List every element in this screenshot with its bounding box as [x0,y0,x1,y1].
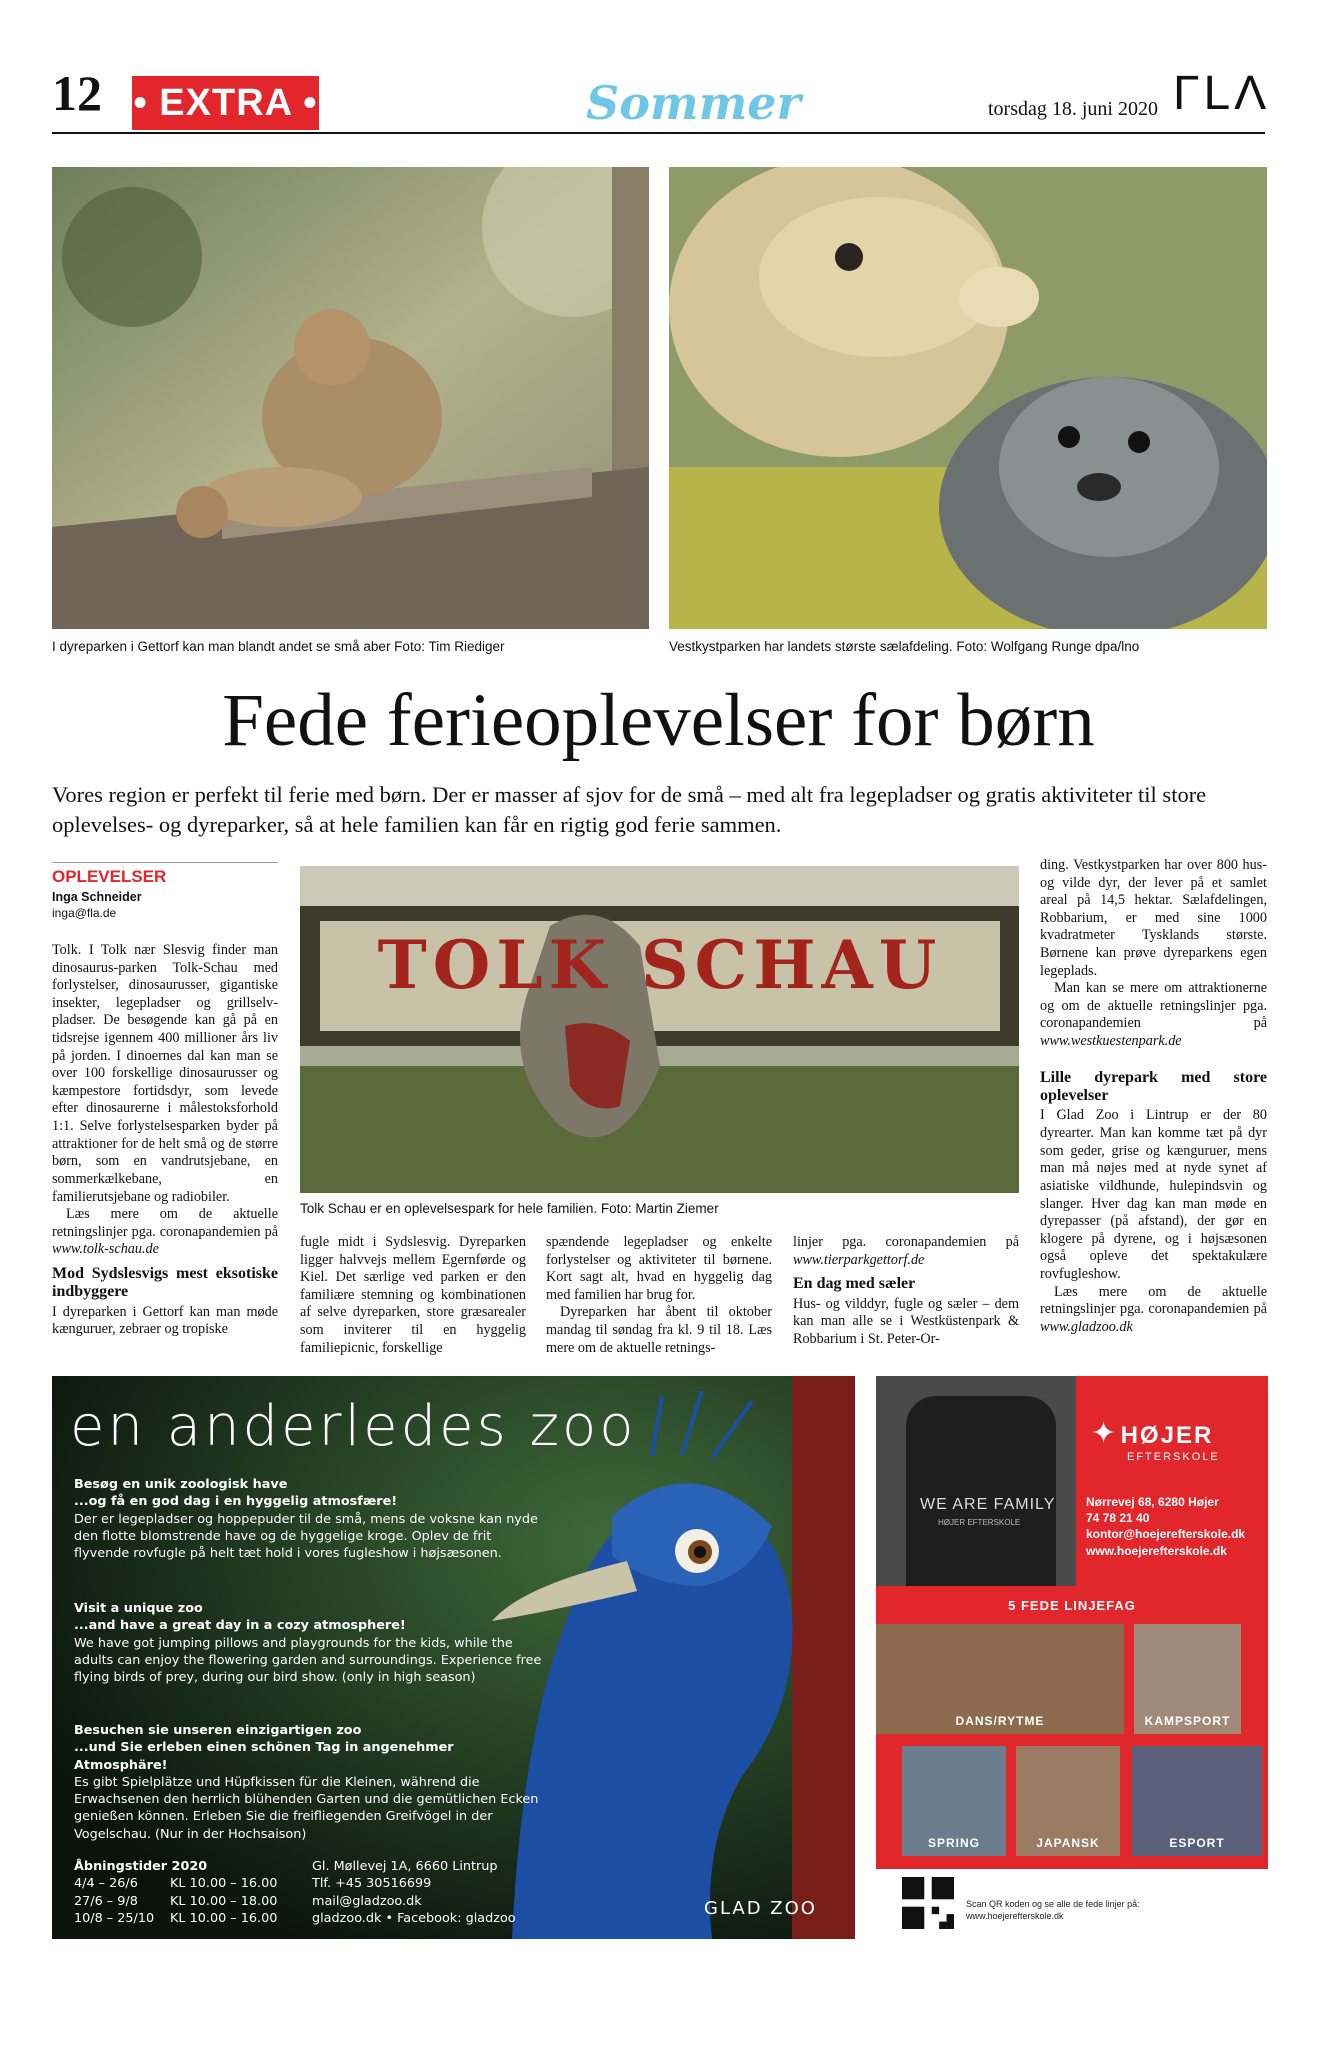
zoo-web[interactable]: gladzoo.dk • Facebook: gladzoo [312,1910,516,1926]
tile-kampsport[interactable] [1134,1624,1241,1734]
leaping-figure-icon: ✦ [1091,1417,1117,1450]
monkey-photo [52,167,649,629]
section-label: OPLEVELSER [52,867,167,886]
tile-label: ESPORT [1169,1836,1225,1850]
paragraph: spændende legepladser og enkelte forlystelser og aktiviteter til børnene. Kort sagt alt, hvad en hyggelig dag med familien har brug for. [546,1234,772,1303]
tile-spring[interactable] [902,1746,1006,1856]
paragraph: I Glad Zoo i Lintrup er der 80 dyrearter. Man kan komme tæt på dyr som geder, grise og kænguruer, mens man må nøjes med at nyde synet af asiatiske vildhunde, hulepindsvin og slanger. Hver dag kan man møde en dyrepasser (på afstand), der gør en klogere på dyrene, og i højsæsonen også opleve det spektakulære rovfugleshow. [1040,1107,1267,1282]
zoo-da-head: Besøg en unik zoologisk have [74,1477,288,1492]
zoo-en-sub: ...and have a great day in a cozy atmosphere! [74,1618,406,1634]
paragraph: I dyreparken i Gettorf kan man møde kænguruer, zebraer og tropiske [52,1303,278,1338]
tile-label: JAPANSK [1036,1836,1100,1850]
column-rule [52,862,278,863]
paragraph: Man kan se mere om attraktionerne og om de aktuelle retningslinjer pga. coronapandemien på [1040,980,1267,1032]
qr-code-icon[interactable] [902,1877,954,1929]
linjefag-banner: 5 FEDE LINJEFAG [1008,1598,1136,1613]
zoo-opening-hours [74,1858,304,1927]
paragraph: Læs mere om de aktuelle retningslinjer pga. coronapandemien på [1040,1283,1267,1318]
subheading: En dag med sæler [793,1275,916,1293]
seal-caption: Vestkystparken har landets største sælafdeling. Foto: Wolfgang Runge dpa/lno [669,639,1140,654]
tolk-schau-sign: TOLK SCHAU [377,926,943,1004]
qr-instructions [966,1899,1140,1922]
link-westkuestenpark[interactable]: www.westkuestenpark.de [1040,1033,1182,1050]
hojer-efterskole-ad[interactable] [876,1376,1268,1939]
paragraph: Læs mere om de aktuelle retningslinjer pga. coronapandemien på [52,1206,278,1240]
zoo-phone: Tlf. +45 30516699 [312,1876,432,1892]
glad-zoo-ad[interactable] [52,1376,855,1939]
qr-url[interactable]: www.hoejerefterskole.dk [966,1910,1064,1921]
article-column-3 [546,1234,772,1357]
hojer-phone: 74 78 21 40 [1086,1511,1150,1526]
tile-label: SPRING [927,1836,980,1850]
hojer-brand: HØJER [1120,1422,1214,1449]
zoo-da-body: Der er legepladser og hoppepuder til de små, mens de voksne kan nyde den flotte blomstrende have og de hyggelige kroge. Oplev de frit flyvende rovfugle på helt tæt hold i vores fugleshow i højsæsonen. [74,1511,538,1562]
zoo-german-block [74,1722,544,1843]
shirt-text: WE ARE FAMILY [920,1496,1056,1513]
tile-esport[interactable] [1132,1746,1262,1856]
tile-label: DANS/RYTME [955,1714,1045,1728]
hours-row: 27/6 – 9/8 KL 10.00 – 18.00 [74,1893,278,1909]
zoo-en-body: We have got jumping pillows and playgrounds for the kids, while the adults can enjoy the flowering garden and surroundings. Experience free flying birds of prey, during our bird show. (only in high season) [74,1635,542,1686]
article-lead: Vores region er perfekt til ferie med børn. Der er masser af sjov for de små – med alt fra legepladser og gratis aktiviteter til store oplevelses- og dyreparker, så at hele familien kan får en rigtig god ferie sammen. [52,782,1207,838]
shirt-photo [876,1376,1076,1586]
tile-dans-rytme[interactable] [876,1624,1124,1734]
header-rule [52,132,1265,134]
paragraph: Hus- og vilddyr, fugle og sæler – dem kan man alle se i Westküstenpark & Robbarium i St. Peter-Or- [793,1295,1019,1347]
hojer-web[interactable]: www.hoejerefterskole.dk [1086,1543,1227,1558]
tolk-schau-caption: Tolk Schau er en oplevelsespark for hele familien. Foto: Martin Ziemer [300,1201,719,1216]
shirt-small-text: HØJER EFTERSKOLE [938,1518,1021,1527]
zoo-contact [312,1858,552,1927]
glad-zoo-logo: GLAD ZOO [704,1898,817,1919]
subheading: Lille dyrepark med store oplevelser [1040,1068,1267,1105]
zoo-mail[interactable]: mail@gladzoo.dk [312,1893,422,1909]
logo-text: ΓLΛ [1173,67,1271,120]
zoo-en-head: Visit a unique zoo [74,1601,203,1616]
paragraph: Tolk. I Tolk nær Slesvig finder man dinosaurus-parken Tolk-Schau med forlystelser, dinosaurusser, gigantiske insekter, legepladser og grillselv-pladser. De besøgende kan gå på en tidsrejse igennem 400 millioner års liv på jorden. I dinoernes dal kan man se over 100 forskellige dinosaurusser og kæmpestore fortidsdyr, som levede efter dinosaurerne i målestoksforhold 1:1. Selve forlystelsesparken byder på attraktioner for de helt små og de større børn, som en vandrutsjebane, en sommerkælkebane, en familierutsjebane og radiobiler. [52,942,278,1205]
paragraph: ding. Vestkystparken har over 800 hus- og vilde dyr, der lever på et samlet areal på 14,5 hektar. Sælafdelingen, Robbarium, er med sine 1000 kvadratmeter Tysklands største. Børnene kan prøve dyreparkens egen legeplads. [1040,857,1267,979]
paragraph: linjer pga. coronapandemien på [793,1234,1019,1250]
article-column-1 [52,942,278,1339]
hojer-email[interactable]: kontor@hoejerefterskole.dk [1086,1527,1246,1542]
zoo-de-head: Besuchen sie unseren einzigartigen zoo [74,1723,362,1738]
hojer-contact [1086,1494,1245,1559]
hours-row: 10/8 – 25/10 KL 10.00 – 16.00 [74,1910,278,1926]
tolk-schau-photo [300,866,1019,1193]
newspaper-logo [1173,67,1271,120]
zoo-hours-title: Åbningstider 2020 [74,1859,208,1874]
link-tierpark-gettorf[interactable]: www.tierparkgettorf.de [793,1251,925,1268]
qr-strip [876,1869,1268,1939]
hours-row: 4/4 – 26/6 KL 10.00 – 16.00 [74,1876,278,1892]
link-gladzoo[interactable]: www.gladzoo.dk [1040,1318,1133,1335]
article-column-5 [1040,857,1267,1336]
seal-photo [669,167,1267,629]
zoo-danish-block [74,1476,544,1562]
section-tag: • EXTRA • [132,76,319,130]
author-email[interactable]: inga@fla.de [52,906,117,920]
zoo-english-block [74,1600,544,1686]
article-column-4 [793,1234,1019,1348]
zoo-ad-title: en anderledes zoo [70,1394,637,1459]
tile-japansk[interactable] [1016,1746,1120,1856]
issue-date: torsdag 18. juni 2020 [988,98,1158,120]
zoo-de-body: Es gibt Spielplätze und Hüpfkissen für die Kleinen, während die Erwachsenen den herrlich blühenden Garten und die gemütlichen Ecken genießen können. Erleben Sie die freifliegenden Greifvögel in der Vogelschau. (Nur in der Hochsaison) [74,1774,539,1842]
page-number: 12 [52,65,102,121]
subheading: Mod Sydslesvigs mest eksotiske indbyggere [52,1264,278,1301]
hojer-brand-sub: EFTERSKOLE [1127,1451,1220,1463]
monkey-caption: I dyreparken i Gettorf kan man blandt andet se små aber Foto: Tim Riediger [52,639,505,654]
supplement-title: Sommer [586,76,801,130]
link-tolk-schau[interactable]: www.tolk-schau.de [52,1241,159,1258]
paragraph: fugle midt i Sydslesvig. Dyreparken ligger halvvejs mellem Egernførde og Kiel. Det særlige ved parken er den familiære stemning og kombinationen af selve dyreparken, store græsarealer som inviterer til en hyggelig familiepicnic, forskellige [300,1234,526,1356]
tile-label: KAMPSPORT [1144,1714,1231,1728]
zoo-address: Gl. Møllevej 1A, 6660 Lintrup [312,1859,498,1874]
qr-text: Scan QR koden og se alle de fede linjer på: [966,1899,1140,1909]
article-headline: Fede ferieoplevelser for børn [222,679,1095,762]
author-name: Inga Schneider [52,890,142,904]
paragraph: Dyreparken har åbent til oktober mandag til søndag fra kl. 9 til 18. Læs mere om de aktuelle retnings- [546,1304,772,1356]
hojer-logo [1091,1416,1220,1463]
zoo-de-sub: ...und Sie erleben einen schönen Tag in angenehmer Atmosphäre! [74,1740,454,1773]
article-column-2 [300,1234,526,1357]
hojer-address: Nørrevej 68, 6280 Højer [1086,1495,1219,1509]
zoo-da-sub: ...og få en god dag i en hyggelig atmosfære! [74,1494,398,1510]
